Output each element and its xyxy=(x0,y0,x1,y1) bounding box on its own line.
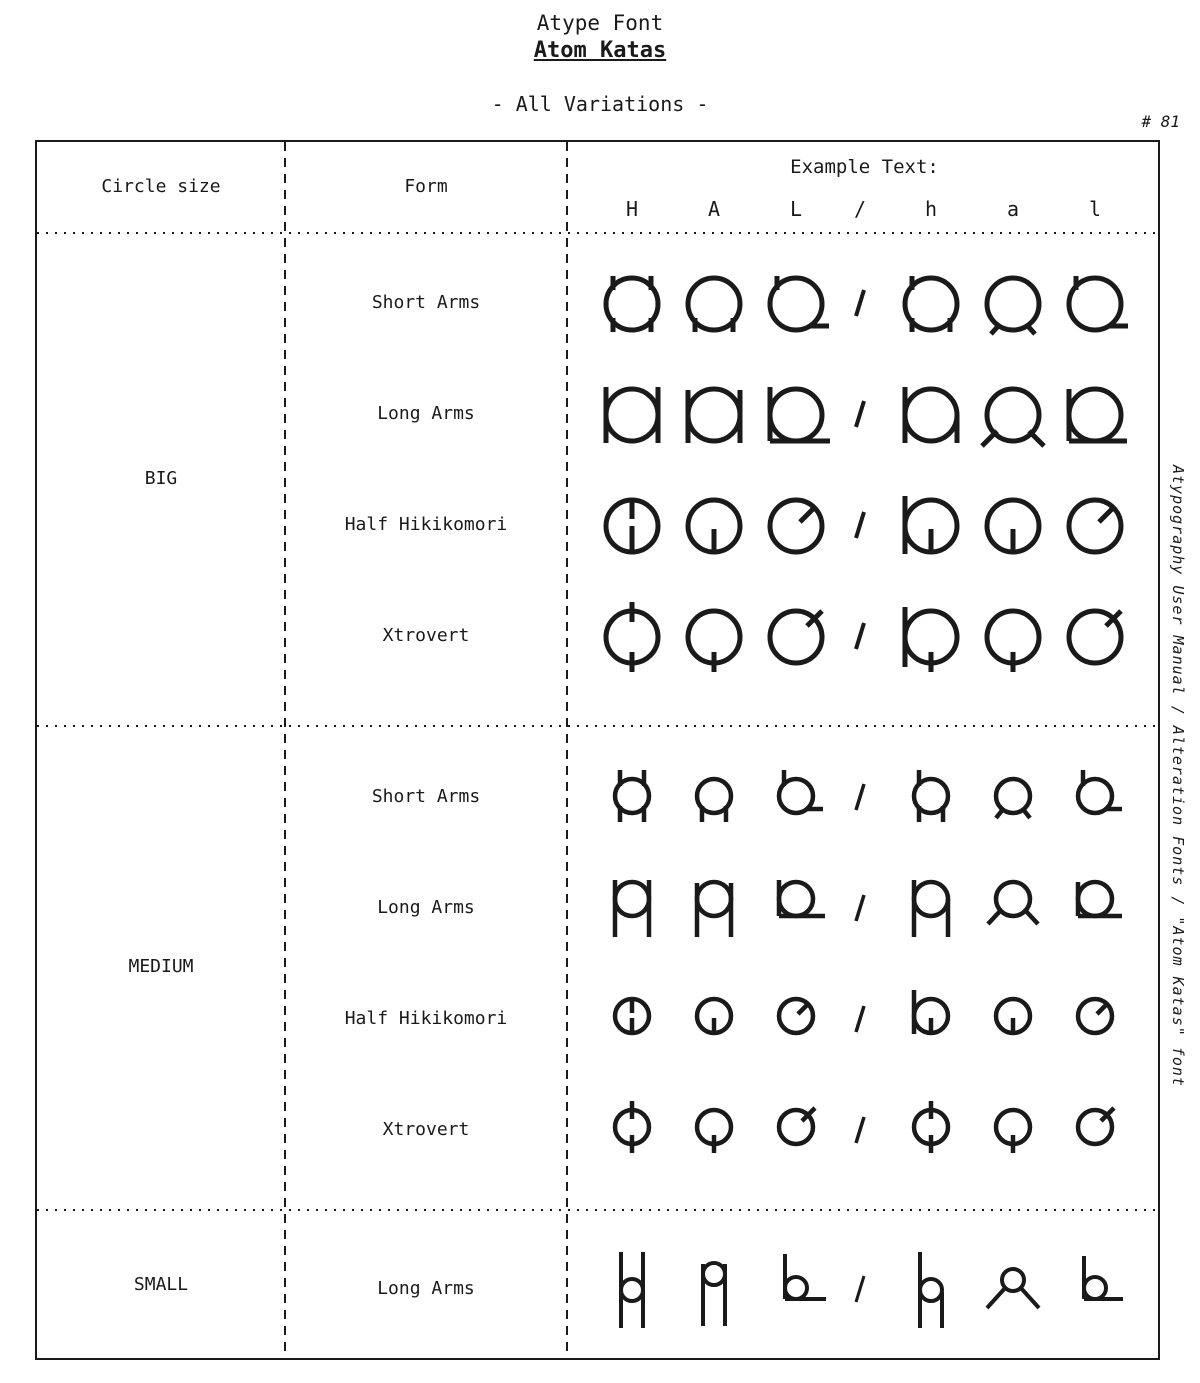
form-label-xtrovert-big: Xtrovert xyxy=(382,625,470,646)
form-label-xtrovert-medium: Xtrovert xyxy=(382,1119,470,1140)
glyph-big-half-hikikomori-H xyxy=(592,474,672,578)
glyph-medium-long-arms-H xyxy=(592,857,672,961)
glyph-medium-half-hikikomori-A xyxy=(674,968,754,1072)
glyph-medium-xtrovert-H xyxy=(592,1079,672,1183)
glyph-medium-short-arms-h xyxy=(891,746,971,850)
glyph-medium-half-hikikomori-h xyxy=(891,968,971,1072)
subtitle: - All Variations - xyxy=(491,92,709,116)
page-number: # 81 xyxy=(1141,112,1180,131)
row-separator xyxy=(37,1209,1158,1211)
glyph-big-xtrovert-l xyxy=(1055,585,1135,689)
side-note-text: Atypography User Manual / Alteration Fonts / "Atom Katas" font xyxy=(1169,465,1187,1087)
column-header-example-text: Example Text: xyxy=(790,156,939,178)
form-label-long-arms-small: Long Arms xyxy=(377,1278,475,1299)
glyph-medium-short-arms-A xyxy=(674,746,754,850)
glyph-medium-long-arms-l xyxy=(1055,857,1135,961)
glyph-medium-half-hikikomori-l xyxy=(1055,968,1135,1072)
glyph-medium-half-hikikomori-a xyxy=(973,968,1053,1072)
example-letter-H: H xyxy=(625,197,639,221)
page-title: Atype Font xyxy=(536,11,664,35)
glyph-big-xtrovert-A xyxy=(674,585,754,689)
form-label-long-arms-big: Long Arms xyxy=(377,403,475,424)
glyph-big-long-arms-h xyxy=(891,363,971,467)
glyph-big-half-hikikomori-A xyxy=(674,474,754,578)
glyph-medium-half-hikikomori-H xyxy=(592,968,672,1072)
example-letter-h: h xyxy=(924,197,938,221)
glyph-small-long-arms-H xyxy=(592,1238,672,1342)
glyph-small-long-arms-A xyxy=(674,1238,754,1342)
column-header-form: Form xyxy=(404,176,448,197)
glyph-small-long-arms-slash xyxy=(820,1238,900,1342)
glyph-big-short-arms-h xyxy=(891,252,971,356)
variations-table xyxy=(35,140,1160,1360)
glyph-medium-long-arms-slash xyxy=(820,857,900,961)
glyph-medium-long-arms-h xyxy=(891,857,971,961)
form-label-short-arms-big: Short Arms xyxy=(371,292,481,313)
glyph-big-short-arms-slash xyxy=(820,252,900,356)
glyph-big-short-arms-l xyxy=(1055,252,1135,356)
glyph-medium-xtrovert-A xyxy=(674,1079,754,1183)
column-divider-1 xyxy=(284,142,286,1358)
glyph-medium-long-arms-a xyxy=(973,857,1053,961)
glyph-big-half-hikikomori-a xyxy=(973,474,1053,578)
glyph-small-long-arms-l xyxy=(1055,1238,1135,1342)
glyph-big-xtrovert-slash xyxy=(820,585,900,689)
glyph-medium-short-arms-l xyxy=(1055,746,1135,850)
size-label-big: BIG xyxy=(144,468,178,489)
glyph-big-short-arms-H xyxy=(592,252,672,356)
glyph-medium-xtrovert-l xyxy=(1055,1079,1135,1183)
glyph-big-xtrovert-a xyxy=(973,585,1053,689)
example-letter-slash: / xyxy=(853,197,867,221)
glyph-small-long-arms-h xyxy=(891,1238,971,1342)
glyph-big-long-arms-slash xyxy=(820,363,900,467)
column-header-circle-size: Circle size xyxy=(101,176,221,197)
font-name-title: Atom Katas xyxy=(533,38,667,63)
glyph-big-half-hikikomori-slash xyxy=(820,474,900,578)
glyph-small-long-arms-a xyxy=(973,1238,1053,1342)
glyph-medium-xtrovert-slash xyxy=(820,1079,900,1183)
glyph-big-short-arms-A xyxy=(674,252,754,356)
row-separator xyxy=(37,232,1158,234)
glyph-big-long-arms-l xyxy=(1055,363,1135,467)
glyph-medium-half-hikikomori-slash xyxy=(820,968,900,1072)
glyph-big-xtrovert-H xyxy=(592,585,672,689)
example-letter-L: L xyxy=(789,197,803,221)
column-divider-2 xyxy=(566,142,568,1358)
row-separator xyxy=(37,725,1158,727)
glyph-big-long-arms-a xyxy=(973,363,1053,467)
form-label-half-hikikomori-big: Half Hikikomori xyxy=(344,514,508,535)
example-letter-l: l xyxy=(1088,197,1102,221)
glyph-medium-long-arms-A xyxy=(674,857,754,961)
glyph-medium-short-arms-slash xyxy=(820,746,900,850)
size-label-medium: MEDIUM xyxy=(128,956,194,977)
title-block xyxy=(0,10,1200,64)
side-note xyxy=(1162,438,1194,1114)
example-letter-a: a xyxy=(1006,197,1020,221)
form-label-long-arms-medium: Long Arms xyxy=(377,897,475,918)
glyph-medium-short-arms-a xyxy=(973,746,1053,850)
glyph-big-long-arms-H xyxy=(592,363,672,467)
form-label-short-arms-medium: Short Arms xyxy=(371,786,481,807)
form-label-half-hikikomori-medium: Half Hikikomori xyxy=(344,1008,508,1029)
glyph-medium-xtrovert-a xyxy=(973,1079,1053,1183)
glyph-big-half-hikikomori-h xyxy=(891,474,971,578)
glyph-big-short-arms-a xyxy=(973,252,1053,356)
glyph-medium-xtrovert-h xyxy=(891,1079,971,1183)
glyph-big-half-hikikomori-l xyxy=(1055,474,1135,578)
example-letter-A: A xyxy=(707,197,721,221)
glyph-big-long-arms-A xyxy=(674,363,754,467)
glyph-medium-short-arms-H xyxy=(592,746,672,850)
glyph-big-xtrovert-h xyxy=(891,585,971,689)
size-label-small: SMALL xyxy=(133,1274,189,1295)
